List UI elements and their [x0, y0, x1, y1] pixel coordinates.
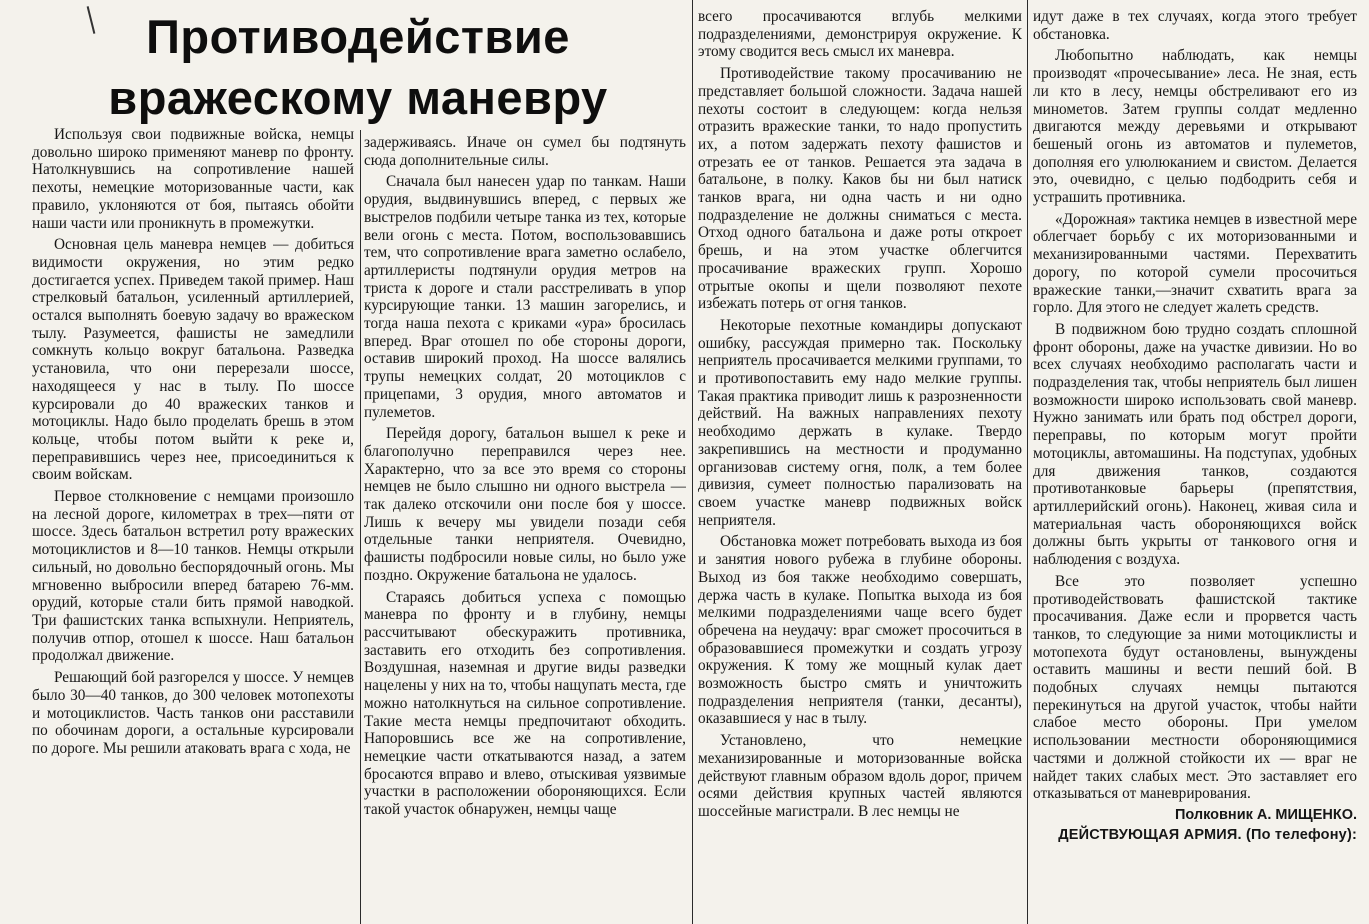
- column-rule: [360, 130, 361, 924]
- paragraph: задерживаясь. Иначе он сумел бы подтянуть сюда дополнительные силы.: [364, 134, 686, 169]
- paragraph: Все это позволяет успешно противодействовать фашистской тактике просачивания. Даже если и прорвется часть танков, то следующие за ними мотоциклисты и мотопехота будут остановлены, вынуждены оставить машины и вести пеший бой. В подобных случаях немцы пытаются перекинуться на другой участок, чтобы найти слабое место обороны. При умелом использовании местности обороняющимися частями и должной стойкости их — враг не найдет таких слабых мест. Это заставляет его отказываться от маневрирования.: [1033, 572, 1357, 803]
- paragraph: Сначала был нанесен удар по танкам. Наши орудия, выдвинувшись вперед, с первых же выстрелов подбили четыре танка из тех, которые вели огонь с места. Потом, воспользовавшись тем, что сопротивление врага заметно ослабело, артиллеристы подтянули орудия метров на триста к дороге и стали расстреливать в упор курсирующие танки. 13 машин загорелись, и тогда наша пехота с криками «ура» бросилась вперед. Враг отошел по обе стороны дороги, оставив широкий проход. На шоссе валялись трупы немецких солдат, 20 мотоциклов с прицепами, 3 орудия, много автоматов и пулеметов.: [364, 173, 686, 421]
- paragraph: В подвижном бою трудно создать сплошной фронт обороны, даже на участке дивизии. Но во всех случаях необходимо располагать части и подразделения так, чтобы неприятель был лишен возможности широко использовать свой маневр. Нужно занимать или брать под обстрел дороги, переправы, по которым могут пройти мотоциклы, автомашины. На подступах, удобных для движения танков, создаются противотанковые барьеры (препятствия, артиллерийский огонь). Наконец, живая сила и материальная часть обороняющихся войск должны быть укрыты от танкового огня и наблюдения с воздуха.: [1033, 320, 1357, 569]
- headline-line-2: вражескому маневру: [108, 71, 608, 124]
- paragraph: Используя свои подвижные войска, немцы довольно широко применяют маневр по фронту. Натолкнувшись на сопротивление нашей пехоты, немецкие моторизованные части, как правило, уклоняются от боя, пытаясь обойти наши части или проникнуть в промежутки.: [32, 126, 354, 232]
- paragraph: идут даже в тех случаях, когда этого требует обстановка.: [1033, 8, 1357, 43]
- paragraph: Любопытно наблюдать, как немцы производят «прочесывание» леса. Не зная, есть ли кто в лесу, немцы обстреливают его из минометов. Затем группы солдат медленно двигаются между деревьями и открывают бешеный огонь из автоматов и пулеметов, дополняя его улюлюканием и свистом. Делается это, очевидно, с целью подбодрить себя и устрашить противника.: [1033, 47, 1357, 207]
- paragraph: Противодействие такому просачиванию не представляет большой сложности. Задача нашей пехоты состоит в следующем: когда нельзя отразить вражеские танки, то надо пропустить их, а потом задержать пехоту фашистов и отрезать ее от танков. Решается эта задача в батальоне, в полку. Каков бы ни был натиск танков врага, ни одна часть и ни одно подразделение не должны сниматься с места. Отход одного батальона и даже роты откроет брешь, и на этом участке облегчится просачивание вражеских групп. Хорошо отрытые окопы и щели позволяют пехоте избежать потерь от огня танков.: [698, 65, 1022, 313]
- column-rule: [1027, 0, 1028, 924]
- column-1: [32, 126, 354, 924]
- dateline: ДЕЙСТВУЮЩАЯ АРМИЯ. (По телефону):: [1058, 826, 1357, 843]
- paragraph: всего просачиваются вглубь мелкими подразделениями, демонстрируя окружение. К этому сводится весь смысл их маневра.: [698, 8, 1022, 61]
- paragraph: Стараясь добиться успеха с помощью маневра по фронту и в глубину, немцы рассчитывают обескуражить противника, заставить его отходить без сопротивления. Воздушная, наземная и другие виды разведки нацелены у них на то, чтобы нащупать места, где можно натолкнуться на сильное сопротивление. Такие места немцы предпочитают обходить. Напоровшись все же на сопротивление, немецкие части откатываются назад, а затем бросаются вправо и влево, отыскивая уязвимые участки в расположении обороняющихся. Если такой участок обнаружен, немцы чаще: [364, 588, 686, 819]
- paragraph: «Дорожная» тактика немцев в известной мере облегчает борьбу с их моторизованными и механизированными частями. Перехватить дорогу, по которой сумели просочиться вражеские танки,—значит схватить врага за горло. Для этого не следует жалеть средств.: [1033, 210, 1357, 317]
- paragraph: Перейдя дорогу, батальон вышел к реке и благополучно переправился через нее. Характерно, что за все это время со стороны немцев не было слышно ни одного выстрела — так далеко отскочили они после боя у шоссе. Лишь к вечеру мы увидели позади себя отдельные танки неприятеля. Очевидно, фашисты подбросили новые силы, но было уже поздно. Окружение батальона не удалось.: [364, 425, 686, 584]
- paragraph: Установлено, что немецкие механизированные и моторизованные войска действуют главным образом вдоль дорог, причем осями действия крупных частей являются шоссейные магистрали. В лес немцы не: [698, 732, 1022, 820]
- paragraph: Некоторые пехотные командиры допускают ошибку, рассуждая примерно так. Поскольку неприятель просачивается мелкими группами, то и противопоставить ему надо мелкие группы. Такая практика приводит лишь к разрозненности действий. На важных направлениях пехоту необходимо держать в кулаке. Твердо закрепившись на местности и продуманно организовав систему огня, полк, а тем более дивизия, сумеет полностью парализовать на своем участке маневр подвижных войск неприятеля.: [698, 316, 1022, 529]
- headline: [78, 6, 638, 128]
- paragraph: Обстановка может потребовать выхода из боя и занятия нового рубежа в глубине обороны. Выход из боя также необходимо совершать, держа часть в кулаке. Попытка выхода из боя мелкими подразделениями чаще всего будет обречена на неудачу: враг сможет просочиться в образовавшиеся промежутки и создать угрозу окружения. К тому же мощный кулак дает возможность быстро смять и уничтожить подразделения неприятеля (танки, десанты), оказавшиеся у нас в тылу.: [698, 533, 1022, 728]
- headline-line-1: Противодействие: [146, 10, 570, 63]
- column-3: [698, 8, 1022, 924]
- paragraph: Основная цель маневра немцев — добиться видимости окружения, но этим редко достигается успех. Приведем такой пример. Наш стрелковый батальон, усиленный артиллерией, остался выполнять боевую задачу во вражеском тылу. Разумеется, фашисты не замедлили сомкнуть кольцо вокруг батальона. Разведка установила, что они перерезали шоссе, находящееся у нас в тылу. По шоссе курсировали до 40 вражеских танков и мотоциклы. Надо было проделать брешь в этом кольце, чтобы потом выйти к реке и, переправившись через нее, присоединиться к своим войскам.: [32, 236, 354, 484]
- paragraph: Первое столкновение с немцами произошло на лесной дороге, километрах в трех—пяти от шоссе. Здесь батальон встретил роту вражеских мотоциклистов и 8—10 танков. Немцы открыли сильный, но довольно беспорядочный огонь. Мы мгновенно выбросили вперед батарею 76-мм. орудий, которые стали бить прямой наводкой. Три фашистских танка вспыхнули. Неприятель, получив отпор, отошел к шоссе. Наш батальон продолжал движение.: [32, 488, 354, 665]
- column-2: [364, 134, 686, 924]
- author-signature: Полковник А. МИЩЕНКО.: [1174, 806, 1357, 823]
- column-rule: [692, 0, 693, 924]
- column-4: [1033, 8, 1357, 924]
- paragraph: Решающий бой разгорелся у шоссе. У немцев было 30—40 танков, до 300 человек мотопехоты и мотоциклистов. Часть танков они расставили по обочинам дороги, а остальные курсировали по дороге. Мы решили атаковать врага с хода, не: [32, 669, 354, 757]
